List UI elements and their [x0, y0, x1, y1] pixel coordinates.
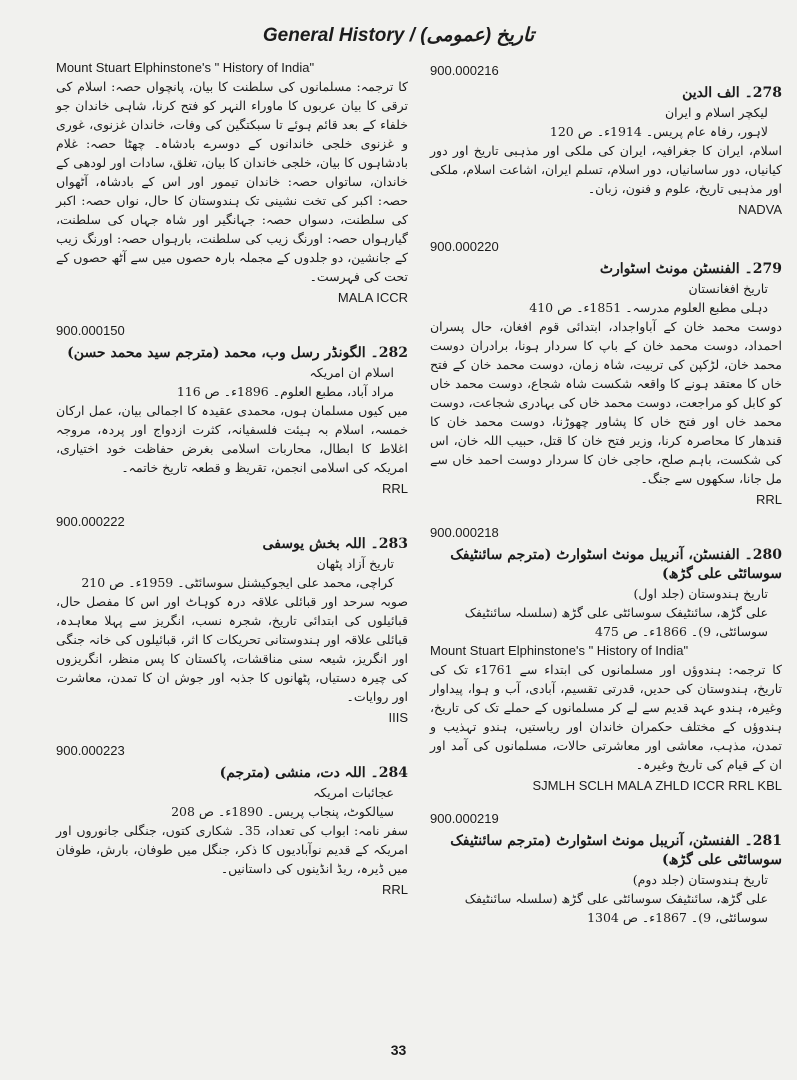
entry-heading: 283۔ اللہ بخش یوسفی — [262, 536, 408, 552]
entry-description: کا ترجمہ: ہندوؤں اور مسلمانوں کی ابتداء سے 1761ء تک کی تاریخ، ہندوستان کی حدیں، قدرتی تقسیم، آبادی، آب و ہوا، پیداوار وغیرہ، ہندو عہد قدیم سے لے کر مسلمانوں کے حملے تک کی تاریخ، ہندوؤں کے مختلف حکمران خاندان اور ریاستیں، ہندو تہذیب و تمدن، مذہب، معاشی اور معاشرتی حالات، مسلمانوں کی آمد اور ان کے قیام کی تاریخ وغیرہ۔ — [430, 662, 782, 772]
entry-description: سفر نامہ: ابواب کی تعداد، 35۔ شکاری کتوں، جنگلی جانوروں اور امریکہ کے قدیم نوآبادیوں کا ذکر، جنگل میں طوفان، بارش، طوفان میں ڈیرہ، ریڈ انڈینوں کی داستانیں۔ — [56, 823, 409, 876]
entry-title: تاریخ ہندوستان (جلد اول) — [633, 586, 768, 601]
accession-number: 900.000220 — [430, 239, 499, 254]
entry-imprint: لاہور، رفاہ عام پریس۔ 1914ء۔ ص 120 — [549, 124, 768, 139]
catalog-entry-continued — [56, 58, 408, 307]
entry-heading: 280۔ الفنسٹن، آنریبل مونٹ اسٹوارٹ (مترجم سائنٹیفک سوسائٹی علی گڑھ) — [450, 547, 782, 582]
left-column — [56, 58, 408, 907]
accession-number: 900.000222 — [56, 514, 125, 529]
catalog-entry-282 — [56, 321, 408, 498]
catalog-entry-281 — [430, 809, 782, 927]
entry-heading: 278۔ الف الدین — [682, 85, 782, 101]
accession-number: 900.000223 — [56, 743, 125, 758]
entry-title: تاریخ افغانستان — [688, 281, 768, 296]
library-codes: SJMLH SCLH MALA ZHLD ICCR RRL KBL — [532, 778, 782, 793]
entry-imprint: کراچی، محمد علی ایجوکیشنل سوسائٹی۔ 1959ء۔ ص 210 — [81, 575, 394, 590]
catalog-entry-283 — [56, 512, 408, 727]
library-codes: RRL — [755, 492, 782, 507]
library-codes: MALA ICCR — [337, 290, 408, 305]
entry-imprint: علی گڑھ، سائنٹیفک سوسائٹی علی گڑھ (سلسلہ سائنٹیفک سوسائٹی، 9)۔ 1866ء۔ ص 475 — [464, 605, 768, 639]
entry-description: دوست محمد خان کے آباواجداد، ابتدائی قوم افغان، حال پسران احمداد، دوست محمد خان کے باپ کا سردار ہونا، برادران دوست محمد خان، لڑکپن کی تربیت، شاہ زمان، دوست محمد خان کے فتح خاں کا معتقد ہونے کا واقعہ شکست شاہ شجاع، دوست محمد خاں کو کابل کو مراجعت، دوست محمد خاں کی بہادری شجاعت، دوست محمد خاں اور فتح خاں کا پشاور چھوڑنا، دوست محمد خان کا قندھار کا محاصرہ کرنا، وزیر فتح خان کا قتل، حبیب اللہ خان، اس کی شکست، باہم صلح، حاجی خان کا سردار دوست احمد خاں سے مل جانا، سکھوں سے جنگ۔ — [430, 319, 782, 486]
entry-description: صوبہ سرحد اور قبائلی علاقہ درہ کوہاٹ اور اس کا مفصل حال، قبائیلوں کی ابتدائی تاریخ، شجرہ نسب، انگریز سے پہلا معاہدہ، قبائلی علاقہ اور ہندوستانی تحریکات کا اثر، قبائیلوں کی خانہ جنگی اور انگریز، شیعہ سنی مناقشات، پاکستان کا پس منظر، انگریزوں کی چیرہ دستیاں، پٹھانوں کا جذبہ اور جوش ان کا تمدن، معاشرت اور روایات۔ — [56, 594, 408, 704]
right-column — [430, 58, 782, 935]
catalog-entry-284 — [56, 741, 408, 899]
accession-number: 900.000219 — [430, 811, 499, 826]
entry-description: میں کیوں مسلمان ہوں، محمدی عقیدہ کا اجمالی بیان، عمل ارکان خمسہ، اسلام بہ ہیئت فلسفیانہ، کثرت ازدواج اور پردہ، مروجہ اغلاط کا ابطال، محاربات اسلامی بغرض حفاظت خود اختیاری، امریکہ کی اسلامی انجمن، تقریظ و قطعہ تاریخ خاتمہ۔ — [56, 403, 408, 475]
entry-title: تاریخ ہندوستان (جلد دوم) — [632, 872, 768, 887]
entry-imprint: دہلی مطبع العلوم مدرسہ۔ 1851ء۔ ص 410 — [529, 300, 768, 315]
entry-title: اسلام ان امریکہ — [309, 365, 394, 380]
entry-description: کا ترجمہ: مسلمانوں کی سلطنت کا بیان، پانچواں حصہ: اسلام کی ترقی کا بیان عربوں کا ماوراء النہر کو فتح کرنا، شاہی خاندان جو خلفاء کے بعد قائم ہوئے تا سبکتگین کی وفات، خاندان غزنوی، غوری و غزنوی خلجی خاندانوں کے دوسرے بادشاہ۔ چھٹا حصہ: غلام بادشاہوں کا بیان، خلجی خاندان کا بیان، تغلق، سادات اور لودھی کے خاندان، ساتواں حصہ: خاندان تیمور اور اس کے بادشاہ، آٹھواں حصہ: اکبر کی تخت نشینی تک ہندوستان کا حال، نواں حصہ: اکبر کی سلطنت، دسواں حصہ: جہانگیر اور شاہ جہاں کی سلطنت، گیارہواں حصہ: اورنگ زیب کی سلطنت، بارہواں حصہ: اورنگ زیب کے جانشین، دو جلدوں کے مجملہ بارہ حصوں میں سے آٹھ حصوں کے تحت کی فہرست۔ — [56, 79, 408, 284]
library-codes: NADVA — [738, 202, 782, 217]
entry-description: اسلام، ایران کا جغرافیہ، ایران کی ملکی اور مذہبی تاریخ اور دور کیانیاں، دور ساسانیاں، دور اسلام، تسلم ایران، اشاعت اسلام، ملکی اور مذہبی تاریخ، علوم و فنون، زبان۔ — [430, 143, 782, 196]
catalog-entry-278 — [430, 61, 782, 219]
english-title: Mount Stuart Elphinstone's " History of India" — [56, 60, 315, 75]
english-title: Mount Stuart Elphinstone's " History of India" — [430, 643, 689, 658]
library-codes: RRL — [381, 882, 408, 897]
entry-imprint: سیالکوٹ، پنجاب پریس۔ 1890ء۔ ص 208 — [171, 804, 394, 819]
library-codes: RRL — [381, 481, 408, 496]
entry-heading: 279۔ الفنسٹن مونٹ اسٹوارٹ — [599, 261, 782, 277]
accession-number: 900.000150 — [56, 323, 125, 338]
accession-number: 900.000218 — [430, 525, 499, 540]
library-codes: IIIS — [388, 710, 408, 725]
entry-heading: 282۔ الگونڈر رسل وب، محمد (مترجم سید محمد حسن) — [67, 345, 408, 361]
page-title: General History / تاریخ (عمومی) — [262, 25, 535, 46]
catalog-entry-280 — [430, 523, 782, 795]
entry-title: تاریخ آزاد پٹھان — [316, 556, 394, 571]
catalog-entry-279 — [430, 237, 782, 509]
entry-imprint: مراد آباد، مطبع العلوم۔ 1896ء۔ ص 116 — [176, 384, 394, 399]
entry-heading: 284۔ اللہ دت، منشی (مترجم) — [219, 765, 408, 781]
page-number: 33 — [390, 1042, 407, 1058]
entry-title: عجائبات امریکہ — [313, 785, 394, 800]
entry-imprint: علی گڑھ، سائنٹیفک سوسائٹی علی گڑھ (سلسلہ سائنٹیفک سوسائٹی، 9)۔ 1867ء۔ ص 1304 — [464, 891, 768, 925]
entry-heading: 281۔ الفنسٹن، آنریبل مونٹ اسٹوارٹ (مترجم سائنٹیفک سوسائٹی علی گڑھ) — [450, 833, 782, 868]
accession-number: 900.000216 — [430, 63, 499, 78]
entry-title: لیکچر اسلام و ایران — [664, 105, 768, 120]
